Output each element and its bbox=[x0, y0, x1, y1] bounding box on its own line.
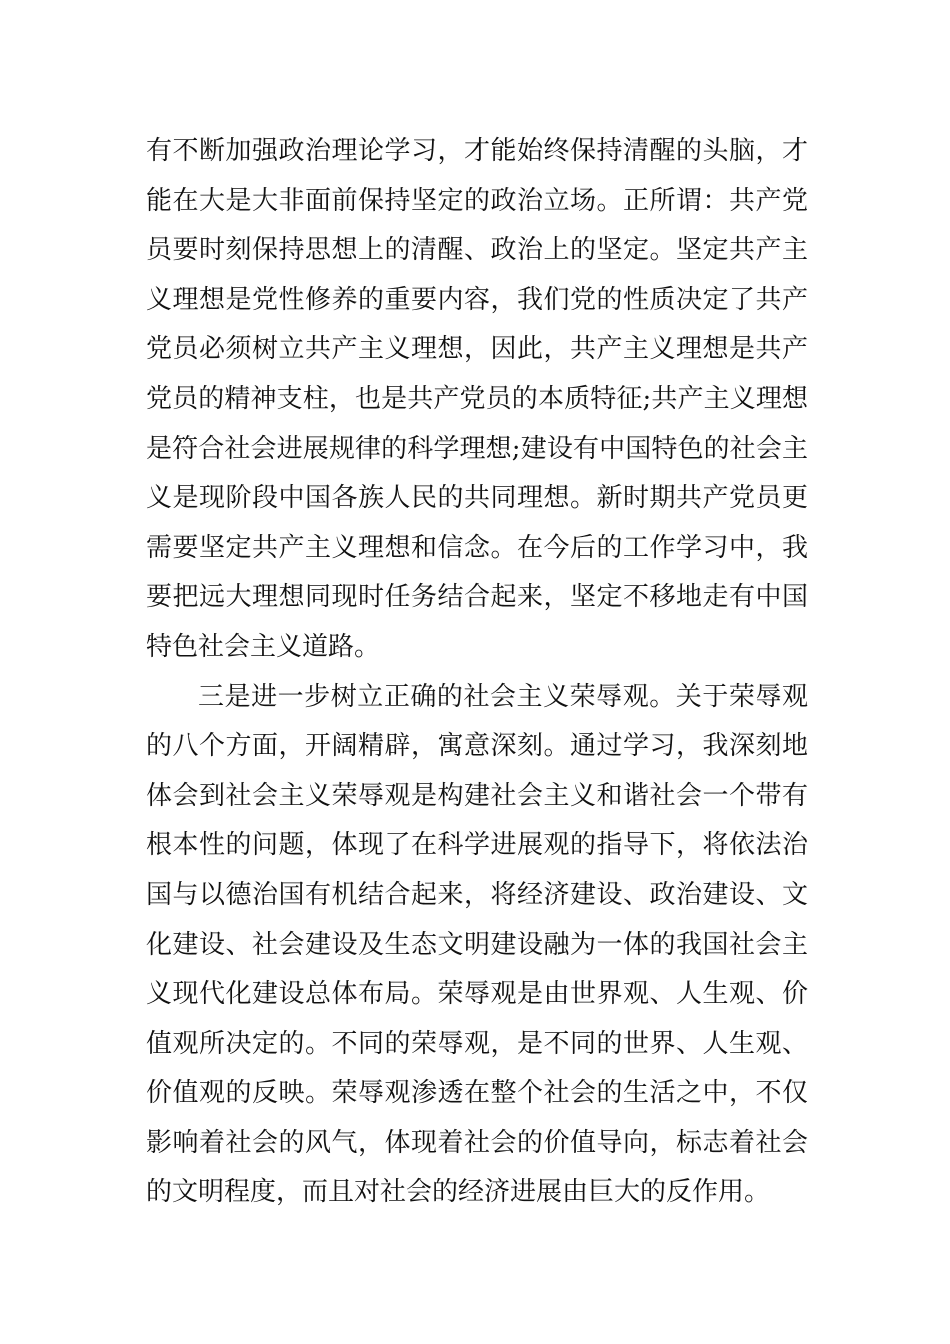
text-line: 能在大是大非面前保持坚定的政治立场。正所谓：共产党 bbox=[146, 185, 808, 216]
text-line-indented: 三是进一步树立正确的社会主义荣辱观。关于荣辱观 bbox=[198, 681, 808, 712]
text-line: 的文明程度，而且对社会的经济进展由巨大的反作用。 bbox=[146, 1177, 771, 1208]
text-line: 党员的精神支柱，也是共产党员的本质特征;共产主义理想 bbox=[146, 383, 808, 414]
text-line: 值观所决定的。不同的荣辱观，是不同的世界、人生观、 bbox=[146, 1028, 808, 1059]
paragraph-2 bbox=[146, 673, 808, 1219]
text-line: 义理想是党性修养的重要内容，我们党的性质决定了共产 bbox=[146, 284, 808, 315]
text-line: 需要坚定共产主义理想和信念。在今后的工作学习中，我 bbox=[146, 532, 808, 563]
text-line: 义现代化建设总体布局。荣辱观是由世界观、人生观、价 bbox=[146, 979, 808, 1010]
text-line: 党员必须树立共产主义理想，因此，共产主义理想是共产 bbox=[146, 334, 808, 365]
document-body bbox=[146, 127, 808, 1218]
text-line: 有不断加强政治理论学习，才能始终保持清醒的头脑，才 bbox=[146, 136, 808, 166]
text-line: 体会到社会主义荣辱观是构建社会主义和谐社会一个带有 bbox=[146, 780, 808, 811]
text-line: 要把远大理想同现时任务结合起来，坚定不移地走有中国 bbox=[146, 582, 808, 613]
paragraph-1 bbox=[146, 127, 808, 673]
text-line: 影响着社会的风气，体现着社会的价值导向，标志着社会 bbox=[146, 1127, 808, 1158]
text-line: 国与以德治国有机结合起来，将经济建设、政治建设、文 bbox=[146, 879, 808, 910]
text-line: 员要时刻保持思想上的清醒、政治上的坚定。坚定共产主 bbox=[146, 235, 808, 266]
text-line: 特色社会主义道路。 bbox=[146, 631, 381, 662]
text-line: 根本性的问题，体现了在科学进展观的指导下，将依法治 bbox=[146, 830, 808, 861]
text-line: 义是现阶段中国各族人民的共同理想。新时期共产党员更 bbox=[146, 483, 808, 514]
text-line: 化建设、社会建设及生态文明建设融为一体的我国社会主 bbox=[146, 929, 808, 960]
text-line: 是符合社会进展规律的科学理想;建设有中国特色的社会主 bbox=[146, 433, 808, 464]
text-line: 的八个方面，开阔精辟，寓意深刻。通过学习，我深刻地 bbox=[146, 731, 808, 762]
text-line: 价值观的反映。荣辱观渗透在整个社会的生活之中，不仅 bbox=[146, 1078, 808, 1109]
